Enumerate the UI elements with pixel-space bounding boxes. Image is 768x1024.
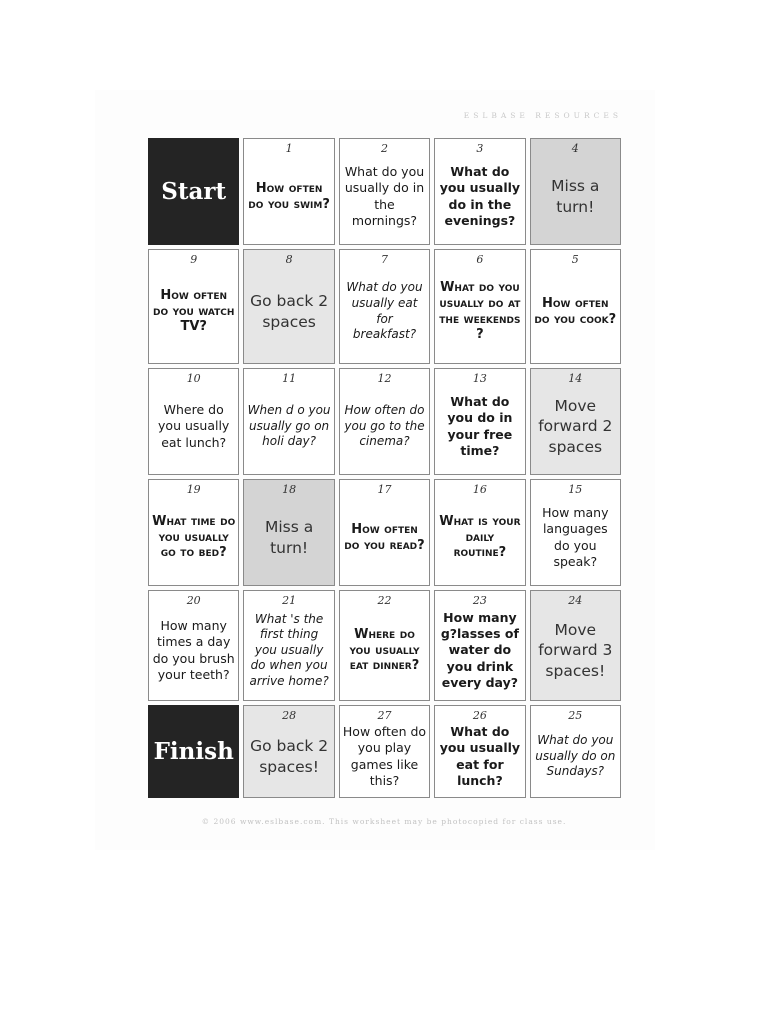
space-text: What do you usually do at the weekends ? [439,280,521,343]
board-space [434,705,525,798]
space-number: 18 [282,483,297,496]
space-text: What time do you usually go to bed? [152,514,236,561]
board-label: Finish [153,737,234,765]
board-space [339,590,430,701]
space-number: 7 [380,253,388,266]
space-number: 20 [186,594,201,607]
space-number: 5 [571,253,579,266]
board-space-finish [148,705,239,798]
board-space [434,249,525,364]
space-number: 3 [476,142,484,155]
board-space [339,368,430,475]
board-space [243,705,334,798]
space-number: 24 [568,594,583,607]
space-number: 28 [282,709,297,722]
space-number: 2 [380,142,388,155]
space-number: 11 [282,372,297,385]
space-text: How many languages do you speak? [542,505,609,569]
space-text: Go back 2 spaces! [250,737,329,776]
space-text: Go back 2 spaces [250,292,329,331]
space-text: How often do you play games like this? [342,724,427,788]
space-number: 15 [568,483,583,496]
board-space [243,138,334,245]
board-space [530,479,621,586]
page-footer: © 2006 www.eslbase.com. This worksheet may be photocopied for class use. [201,817,567,826]
space-text: How many times a day do you brush your teeth? [152,618,235,682]
board-space [530,705,621,798]
space-text: What is your daily routine? [439,514,521,561]
board-space [148,249,239,364]
game-board [148,138,621,792]
board-space-start [148,138,239,245]
board-space [530,249,621,364]
space-text: How often do you watch TV? [152,288,235,335]
space-number: 27 [377,709,392,722]
space-number: 16 [472,483,487,496]
space-text: What 's the first thing you usually do when you arrive home? [249,611,329,688]
board-space [339,249,430,364]
space-text: How often do you swim? [248,180,330,212]
space-number: 8 [285,253,293,266]
board-space [243,368,334,475]
space-text: What do you do in your free time? [447,394,513,458]
space-number: 9 [190,253,198,266]
board-space [530,138,621,245]
space-number: 19 [186,483,201,496]
board-space [434,479,525,586]
board-space [243,590,334,701]
page-header: ESLBASE RESOURCES [463,111,622,120]
board-space [148,368,239,475]
space-number: 1 [285,142,293,155]
board-space [339,705,430,798]
board-space [243,479,334,586]
space-number: 25 [568,709,583,722]
space-text: What do you usually do on Sundays? [535,733,616,779]
space-text: Where do you usually eat dinner? [349,627,420,674]
space-text: When d o you usually go on holi day? [247,403,331,449]
board-space [434,368,525,475]
space-number: 10 [186,372,201,385]
board-space [339,479,430,586]
space-number: 14 [568,372,583,385]
space-number: 13 [472,372,487,385]
space-number: 23 [472,594,487,607]
space-number: 17 [377,483,392,496]
space-text: How often do you go to the cinema? [344,403,425,449]
space-text: Move forward 3 spaces! [538,621,613,680]
board-space [243,249,334,364]
board-space [530,368,621,475]
space-number: 12 [377,372,392,385]
board-space [339,138,430,245]
space-text: What do you usually do in the mornings? [344,164,425,228]
space-text: Miss a turn! [551,177,600,216]
space-number: 22 [377,594,392,607]
space-number: 26 [472,709,487,722]
board-space [530,590,621,701]
space-number: 4 [571,142,579,155]
board-space [434,138,525,245]
space-text: What do you usually do in the evenings? [439,164,521,228]
space-text: What do you usually eat for breakfast? [346,280,423,342]
space-text: How often do you read? [344,521,425,553]
space-text: What do you usually eat for lunch? [439,724,521,788]
space-text: Move forward 2 spaces [538,397,613,456]
board-space [434,590,525,701]
space-number: 21 [282,594,297,607]
space-number: 6 [476,253,484,266]
board-label: Start [161,177,227,205]
board-space [148,479,239,586]
space-text: How many g?lasses of water do you drink every day? [440,609,519,690]
space-text: Miss a turn! [264,518,314,557]
space-text: Where do you usually eat lunch? [158,402,230,450]
space-text: How often do you cook? [534,295,617,327]
board-space [148,590,239,701]
